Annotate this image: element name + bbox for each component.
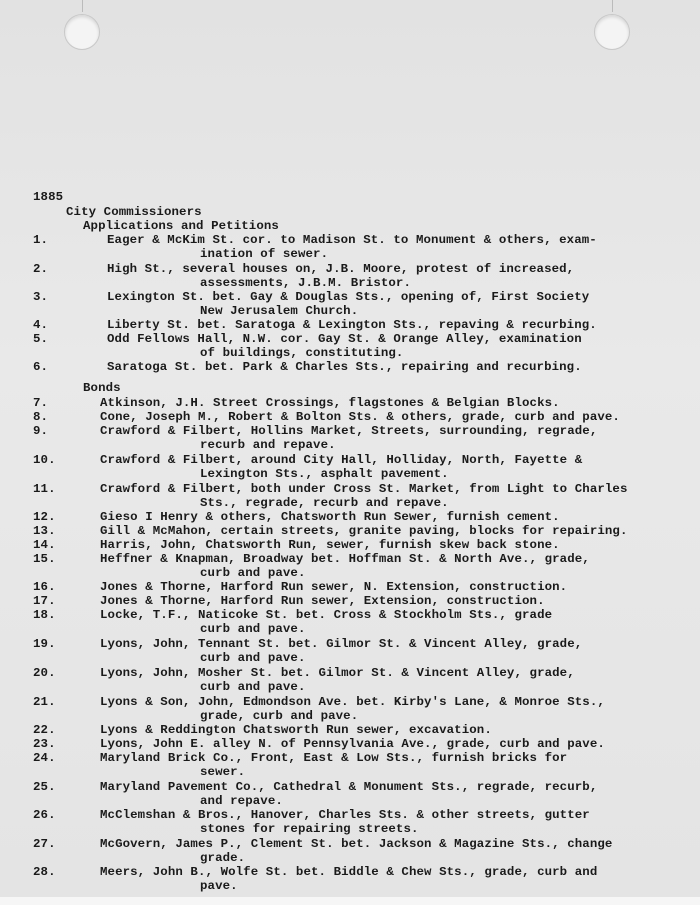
entry-text: Lyons & Son, John, Edmondson Ave. bet. Kirby's Lane, & Monroe Sts., [100, 695, 605, 709]
entry-number: 18. [33, 608, 56, 622]
entry-text: Crawford & Filbert, around City Hall, Holliday, North, Fayette & [100, 453, 583, 467]
entry-continuation: curb and pave. [200, 622, 306, 636]
entry-continuation: of buildings, constituting. [200, 346, 404, 360]
entry-number: 19. [33, 637, 56, 651]
entry-number: 24. [33, 751, 56, 765]
entry-text: Atkinson, J.H. Street Crossings, flagstones & Belgian Blocks. [100, 396, 560, 410]
page-edge [0, 897, 700, 905]
punch-hole [64, 14, 100, 50]
entry-number: 11. [33, 482, 56, 496]
entry-text: Crawford & Filbert, both under Cross St. Market, from Light to Charles [100, 482, 628, 496]
entry-continuation: sewer. [200, 765, 246, 779]
entry-number: 22. [33, 723, 56, 737]
entry-text: Crawford & Filbert, Hollins Market, Streets, surrounding, regrade, [100, 424, 598, 438]
entry-text: Maryland Pavement Co., Cathedral & Monument Sts., regrade, recurb, [100, 780, 598, 794]
entry-number: 12. [33, 510, 56, 524]
entry-number: 3. [33, 290, 49, 304]
entry-continuation: curb and pave. [200, 651, 306, 665]
entry-text: Jones & Thorne, Harford Run sewer, Extension, construction. [100, 594, 545, 608]
entry-text: Lexington St. bet. Gay & Douglas Sts., opening of, First Society [107, 290, 590, 304]
entry-text: McGovern, James P., Clement St. bet. Jackson & Magazine Sts., change [100, 837, 613, 851]
entry-text: Gill & McMahon, certain streets, granite paving, blocks for repairing. [100, 524, 628, 538]
entry-number: 26. [33, 808, 56, 822]
entry-text: Lyons, John, Tennant St. bet. Gilmor St. & Vincent Alley, grade, [100, 637, 583, 651]
entry-text: Jones & Thorne, Harford Run sewer, N. Extension, construction. [100, 580, 568, 594]
entry-text: High St., several houses on, J.B. Moore, protest of increased, [107, 262, 575, 276]
section-heading: City Commissioners [66, 205, 202, 219]
entry-number: 17. [33, 594, 56, 608]
entry-number: 2. [33, 262, 49, 276]
entry-text: Harris, John, Chatsworth Run, sewer, furnish skew back stone. [100, 538, 560, 552]
entry-continuation: Sts., regrade, recurb and repave. [200, 496, 449, 510]
entry-number: 25. [33, 780, 56, 794]
entry-number: 4. [33, 318, 49, 332]
entry-text: Lyons, John, Mosher St. bet. Gilmor St. & Vincent Alley, grade, [100, 666, 575, 680]
entry-continuation: stones for repairing streets. [200, 822, 419, 836]
entry-continuation: New Jerusalem Church. [200, 304, 359, 318]
entry-number: 5. [33, 332, 49, 346]
entry-text: Liberty St. bet. Saratoga & Lexington Sts., repaving & recurbing. [107, 318, 597, 332]
entry-text: Locke, T.F., Naticoke St. bet. Cross & Stockholm Sts., grade [100, 608, 553, 622]
entry-continuation: curb and pave. [200, 566, 306, 580]
entry-number: 10. [33, 453, 56, 467]
entry-text: Lyons, John E. alley N. of Pennsylvania Ave., grade, curb and pave. [100, 737, 605, 751]
subsection-heading: Applications and Petitions [83, 219, 279, 233]
entry-text: McClemshan & Bros., Hanover, Charles Sts. & other streets, gutter [100, 808, 590, 822]
punch-hole [594, 14, 630, 50]
page-crease [82, 0, 83, 12]
entry-text: Gieso I Henry & others, Chatsworth Run Sewer, furnish cement. [100, 510, 560, 524]
subsection-heading: Bonds [83, 381, 121, 395]
entry-number: 6. [33, 360, 49, 374]
entry-text: Eager & McKim St. cor. to Madison St. to Monument & others, exam- [107, 233, 597, 247]
entry-number: 13. [33, 524, 56, 538]
entry-continuation: and repave. [200, 794, 283, 808]
entry-number: 21. [33, 695, 56, 709]
entry-text: Lyons & Reddington Chatsworth Run sewer, excavation. [100, 723, 492, 737]
entry-continuation: grade, curb and pave. [200, 709, 359, 723]
entry-number: 28. [33, 865, 56, 879]
entry-number: 16. [33, 580, 56, 594]
entry-number: 15. [33, 552, 56, 566]
entry-continuation: recurb and repave. [200, 438, 336, 452]
entry-text: Odd Fellows Hall, N.W. cor. Gay St. & Orange Alley, examination [107, 332, 582, 346]
entry-continuation: grade. [200, 851, 246, 865]
entry-number: 27. [33, 837, 56, 851]
entry-number: 23. [33, 737, 56, 751]
entry-text: Cone, Joseph M., Robert & Bolton Sts. & others, grade, curb and pave. [100, 410, 620, 424]
year-heading: 1885 [33, 190, 64, 204]
entry-continuation: Lexington Sts., asphalt pavement. [200, 467, 449, 481]
entry-number: 8. [33, 410, 49, 424]
page-crease [612, 0, 613, 12]
entry-number: 20. [33, 666, 56, 680]
entry-number: 9. [33, 424, 49, 438]
entry-text: Maryland Brick Co., Front, East & Low Sts., furnish bricks for [100, 751, 568, 765]
entry-text: Meers, John B., Wolfe St. bet. Biddle & Chew Sts., grade, curb and [100, 865, 598, 879]
entry-continuation: curb and pave. [200, 680, 306, 694]
entry-number: 7. [33, 396, 49, 410]
entry-text: Saratoga St. bet. Park & Charles Sts., repairing and recurbing. [107, 360, 582, 374]
entry-number: 14. [33, 538, 56, 552]
entry-continuation: pave. [200, 879, 238, 893]
entry-text: Heffner & Knapman, Broadway bet. Hoffman St. & North Ave., grade, [100, 552, 590, 566]
entry-number: 1. [33, 233, 49, 247]
entry-continuation: assessments, J.B.M. Bristor. [200, 276, 411, 290]
entry-continuation: ination of sewer. [200, 247, 329, 261]
